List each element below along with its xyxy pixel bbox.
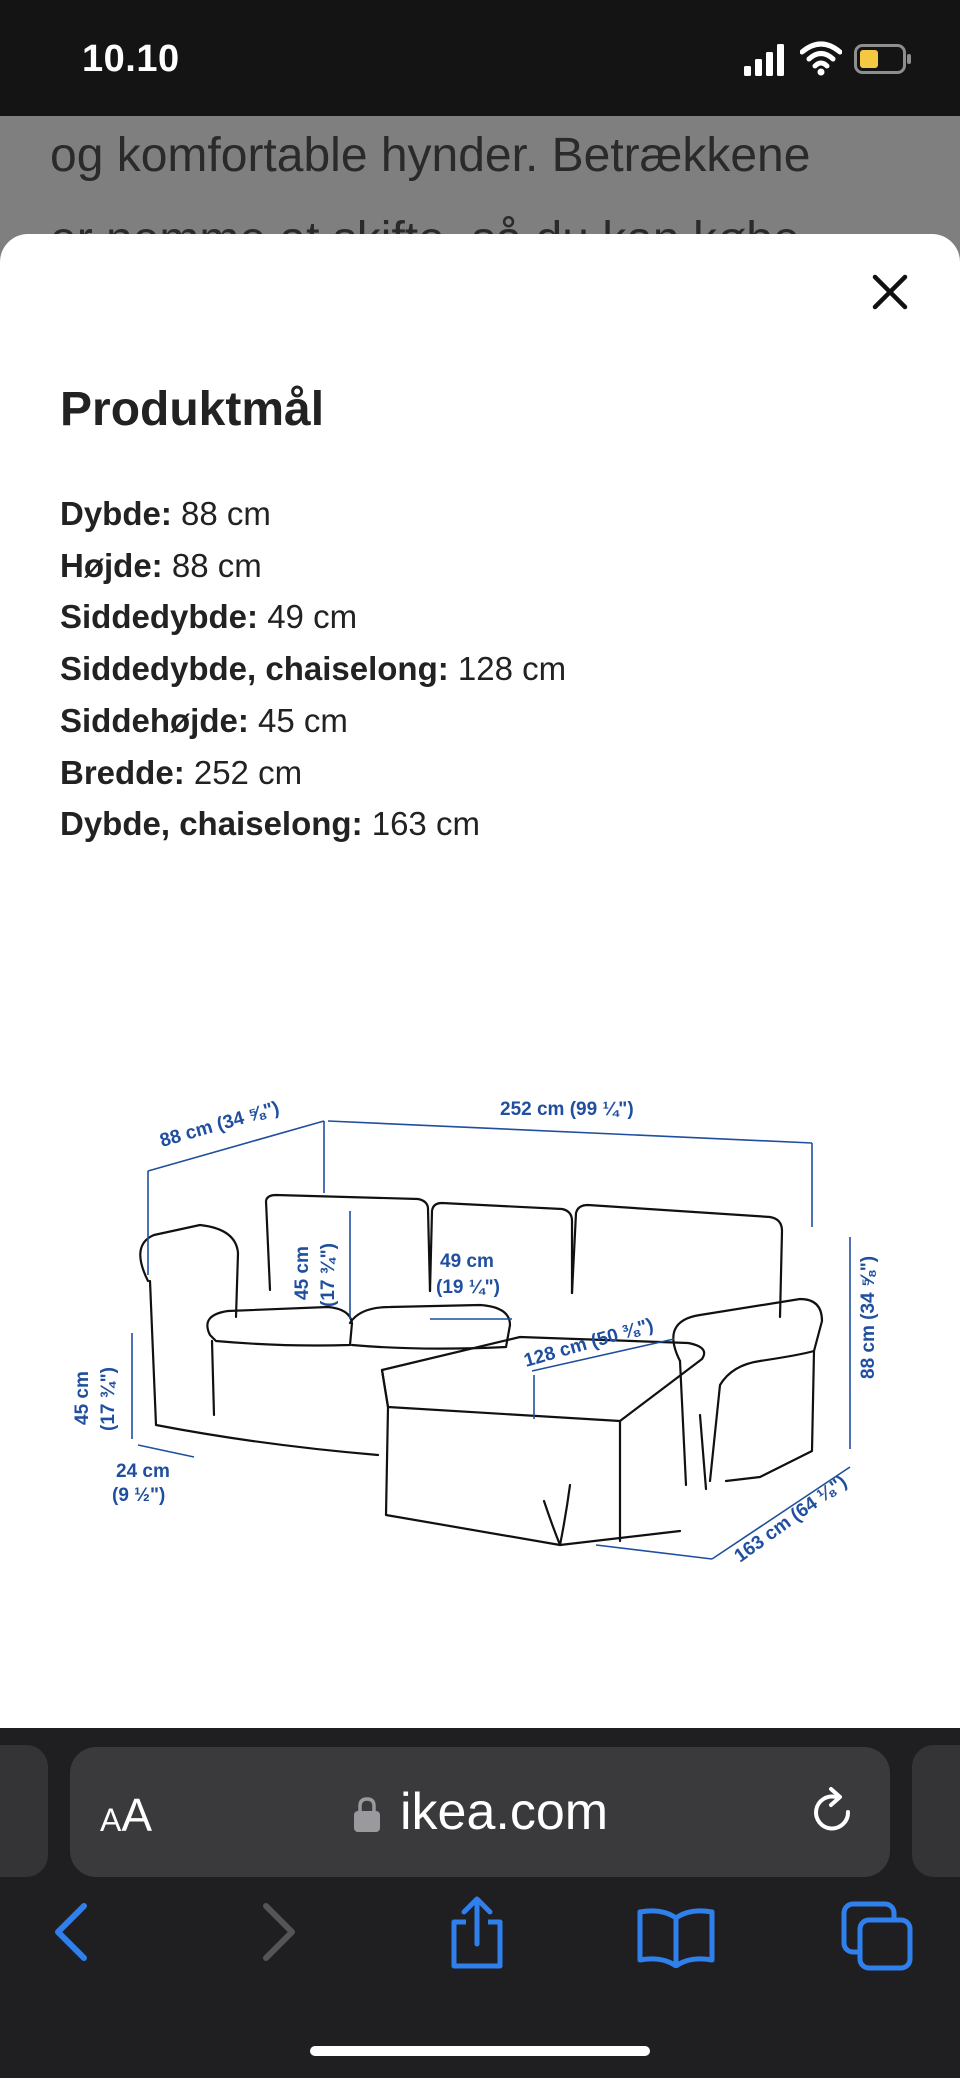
cellular-signal-icon: [744, 44, 788, 76]
leg-cm-label: 24 cm: [116, 1461, 170, 1482]
dimension-value: 88 cm: [171, 495, 271, 532]
dimension-list: [60, 488, 566, 850]
lock-icon: [352, 1796, 382, 1834]
dimension-row: [60, 695, 566, 747]
dimension-value: 252 cm: [184, 753, 303, 791]
dimension-value: 45 cm: [248, 701, 348, 739]
dimension-label: Bredde:: [60, 753, 185, 791]
dimension-label: Højde:: [60, 546, 163, 584]
forward-icon[interactable]: [256, 1900, 300, 1964]
home-indicator: [310, 2046, 650, 2056]
chaise-seat-depth-label: 128 cm (50 ⅜"): [521, 1314, 656, 1372]
next-tab-edge[interactable]: [912, 1745, 960, 1877]
text-size-button[interactable]: [100, 1788, 152, 1842]
sofa-dimension-diagram: [60, 1085, 900, 1605]
seat-height-cm-label: 45 cm: [72, 1371, 93, 1425]
background-text-line: og komfortable hynder. Betrækkene: [50, 129, 811, 182]
page-title: Produktmål: [60, 383, 325, 436]
leg-in-label: (9 ½"): [112, 1485, 166, 1506]
dimension-label: Siddedybde:: [60, 598, 259, 636]
depth-label: 88 cm (34 ⅝"): [157, 1097, 282, 1152]
dimension-value: 88 cm: [162, 546, 262, 584]
dimension-label: Dybde, chaiselong:: [60, 805, 363, 843]
battery-icon: [854, 44, 912, 74]
dimension-row: [60, 540, 566, 592]
dimension-row: [60, 747, 566, 799]
seat-depth-in-label: (19 ¼"): [436, 1277, 500, 1298]
dimension-row: [60, 798, 566, 850]
dimension-label: Siddedybde, chaiselong:: [60, 650, 449, 688]
dimension-row: [60, 591, 566, 643]
previous-tab-edge[interactable]: [0, 1745, 48, 1877]
height-label: 88 cm (34 ⅝"): [858, 1255, 879, 1379]
back-icon[interactable]: [50, 1900, 94, 1964]
dimension-label: Dybde:: [60, 495, 172, 532]
close-icon[interactable]: [862, 264, 918, 320]
url-domain[interactable]: ikea.com: [400, 1783, 609, 1841]
tabs-icon[interactable]: [840, 1900, 914, 1972]
dimension-value: 128 cm: [448, 650, 567, 688]
dimension-row: [60, 643, 566, 695]
seat-depth-cm-label: 49 cm: [440, 1251, 494, 1272]
dimension-value: 163 cm: [362, 805, 480, 843]
clock: 10.10: [82, 38, 180, 80]
bookmarks-icon[interactable]: [636, 1906, 716, 1968]
wifi-icon: [800, 40, 842, 76]
seat-height-in-label: (17 ¾"): [98, 1367, 119, 1431]
back-cushion-height-cm-label: 45 cm: [292, 1246, 313, 1300]
dimension-value: 49 cm: [258, 598, 358, 636]
dimension-label: Siddehøjde:: [60, 701, 249, 739]
text-size-small-glyph: A: [100, 1802, 122, 1838]
chaise-depth-label: 163 cm (64 ⅛"): [730, 1471, 852, 1568]
width-label: 252 cm (99 ¼"): [500, 1099, 634, 1120]
back-cushion-height-in-label: (17 ¾"): [318, 1243, 339, 1307]
reload-icon[interactable]: [808, 1786, 858, 1840]
share-icon[interactable]: [446, 1894, 508, 1970]
dimension-row: [60, 488, 566, 540]
status-bar: [0, 0, 960, 116]
text-size-big-glyph: A: [121, 1789, 153, 1841]
